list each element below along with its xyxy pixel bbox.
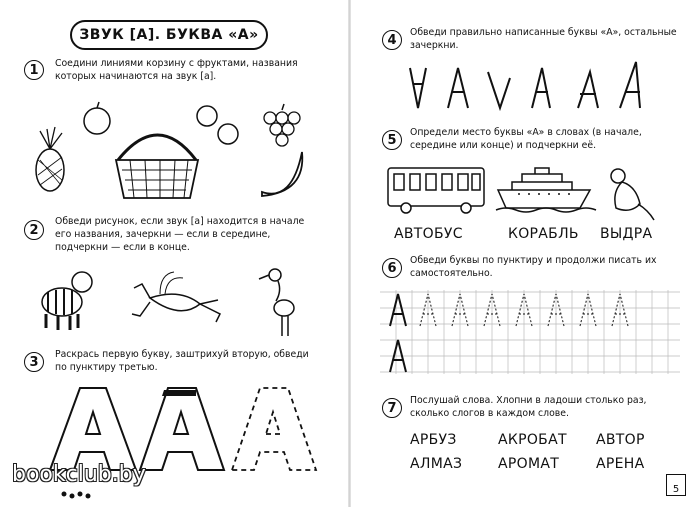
page-title: ЗВУК [А]. БУКВА «А» xyxy=(70,20,268,50)
word-almaz: АЛМАЗ xyxy=(410,456,463,472)
ship-icon xyxy=(496,168,596,212)
letter-a-hatch xyxy=(140,388,224,470)
task7-instruction: Послушай слова. Хлопни в ладоши столько раз, сколько слогов в каждом слове. xyxy=(410,395,647,419)
task-number-7: 7 xyxy=(382,398,402,418)
task-number-5: 5 xyxy=(382,130,402,150)
word-vydra: ВЫДРА xyxy=(600,226,653,242)
task5-instruction: Определи место буквы «А» в словах (в начале, середине или конце) и подчеркни её. xyxy=(410,127,642,151)
task4-instruction: Обведи правильно написанные буквы «А», остальные зачеркни. xyxy=(410,27,677,51)
word-arbuz: АРБУЗ xyxy=(410,432,457,448)
task6-instruction: Обведи буквы по пунктиру и продолжи писать их самостоятельно. xyxy=(410,255,657,279)
page-number: 5 xyxy=(666,474,686,496)
paw-prints-icon xyxy=(62,492,91,499)
basket-icon xyxy=(116,135,198,198)
lobster-icon xyxy=(132,272,220,322)
task-number-1: 1 xyxy=(24,60,44,80)
banana-icon xyxy=(262,152,302,196)
grapes-icon xyxy=(264,104,300,146)
sample-letter-a xyxy=(390,294,406,372)
word-korabl: КОРАБЛЬ xyxy=(508,226,579,242)
task3-instruction: Раскрась первую букву, заштрихуй вторую, обведи по пунктиру третью. xyxy=(55,349,309,373)
zebra-icon xyxy=(42,272,92,330)
word-aromat: АРОМАТ xyxy=(498,456,560,472)
pineapple-icon xyxy=(36,127,64,191)
right-page xyxy=(350,0,700,507)
letter-a-dashed xyxy=(232,388,316,470)
plum-icon xyxy=(197,106,238,144)
watermark: bookclub.by xyxy=(12,462,146,487)
word-akrobat: АКРОБАТ xyxy=(498,432,567,448)
task-number-3: 3 xyxy=(24,352,44,372)
apple-icon xyxy=(84,102,110,134)
task-number-6: 6 xyxy=(382,258,402,278)
writing-grid xyxy=(380,290,680,374)
word-avtobus: АВТОБУС xyxy=(394,226,463,242)
task-number-2: 2 xyxy=(24,220,44,240)
bus-icon xyxy=(388,168,484,213)
letter-a-outline xyxy=(50,388,136,470)
task1-instruction: Соедини линиями корзину с фруктами, названия которых начинаются на звук [а]. xyxy=(55,58,298,82)
letter-variants xyxy=(410,62,640,108)
stork-icon xyxy=(259,269,294,336)
word-avtor: АВТОР xyxy=(596,432,645,448)
task2-instruction: Обведи рисунок, если звук [а] находится в начале его названия, зачеркни — если в середине, подчеркни — если в конце. xyxy=(55,216,305,253)
task-number-4: 4 xyxy=(382,30,402,50)
otter-icon xyxy=(611,169,654,220)
word-arena: АРЕНА xyxy=(596,456,645,472)
